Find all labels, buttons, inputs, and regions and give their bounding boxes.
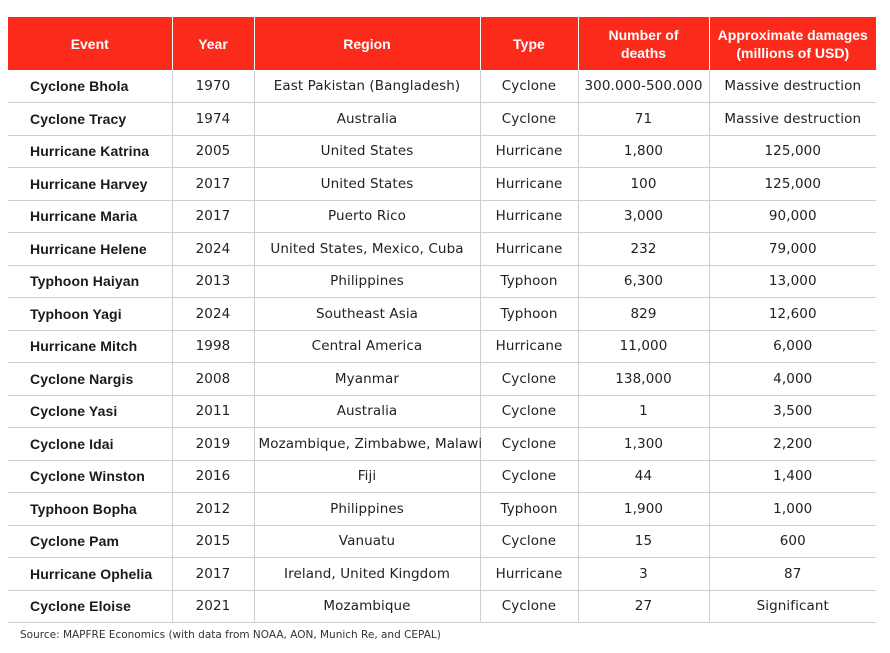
cell-event: Cyclone Bhola bbox=[8, 70, 172, 103]
cell-damages: 12,600 bbox=[709, 298, 876, 331]
cell-year: 2012 bbox=[172, 493, 254, 526]
cell-type: Cyclone bbox=[480, 428, 578, 461]
cell-event: Cyclone Idai bbox=[8, 428, 172, 461]
cell-event: Typhoon Bopha bbox=[8, 493, 172, 526]
table-row bbox=[8, 428, 876, 461]
cell-year: 2017 bbox=[172, 168, 254, 201]
cell-damages: Massive destruction bbox=[709, 70, 876, 103]
cell-region: East Pakistan (Bangladesh) bbox=[254, 70, 480, 103]
cell-type: Cyclone bbox=[480, 590, 578, 623]
cell-region: Philippines bbox=[254, 493, 480, 526]
cell-damages: 87 bbox=[709, 558, 876, 591]
cell-region: Mozambique bbox=[254, 590, 480, 623]
cell-event: Cyclone Yasi bbox=[8, 395, 172, 428]
table-row bbox=[8, 103, 876, 136]
cell-damages: 3,500 bbox=[709, 395, 876, 428]
cell-region: Australia bbox=[254, 103, 480, 136]
cell-damages: 1,400 bbox=[709, 460, 876, 493]
header-deaths-line1: Number of bbox=[608, 26, 679, 43]
cell-type: Hurricane bbox=[480, 558, 578, 591]
cell-damages: 600 bbox=[709, 525, 876, 558]
cell-event: Hurricane Katrina bbox=[8, 135, 172, 168]
cell-deaths: 6,300 bbox=[578, 265, 709, 298]
cell-event: Cyclone Eloise bbox=[8, 590, 172, 623]
cell-year: 1998 bbox=[172, 330, 254, 363]
cell-event: Hurricane Harvey bbox=[8, 168, 172, 201]
cell-deaths: 300.000-500.000 bbox=[578, 70, 709, 103]
cell-deaths: 27 bbox=[578, 590, 709, 623]
cell-damages: 6,000 bbox=[709, 330, 876, 363]
cell-deaths: 1,900 bbox=[578, 493, 709, 526]
header-type: Type bbox=[480, 17, 578, 70]
cell-event: Hurricane Mitch bbox=[8, 330, 172, 363]
cell-year: 2019 bbox=[172, 428, 254, 461]
cell-type: Typhoon bbox=[480, 298, 578, 331]
cell-year: 2017 bbox=[172, 558, 254, 591]
cell-damages: 125,000 bbox=[709, 135, 876, 168]
cell-type: Hurricane bbox=[480, 135, 578, 168]
header-damages-line2: (millions of USD) bbox=[736, 44, 850, 61]
cell-year: 2024 bbox=[172, 233, 254, 266]
cell-region: United States bbox=[254, 168, 480, 201]
table-row bbox=[8, 233, 876, 266]
cell-region: Ireland, United Kingdom bbox=[254, 558, 480, 591]
cell-deaths: 1 bbox=[578, 395, 709, 428]
cell-region: Vanuatu bbox=[254, 525, 480, 558]
cell-type: Hurricane bbox=[480, 233, 578, 266]
cell-type: Cyclone bbox=[480, 395, 578, 428]
cell-year: 2008 bbox=[172, 363, 254, 396]
cell-region: United States bbox=[254, 135, 480, 168]
cell-year: 2015 bbox=[172, 525, 254, 558]
table-row bbox=[8, 558, 876, 591]
table-row bbox=[8, 265, 876, 298]
cell-event: Cyclone Pam bbox=[8, 525, 172, 558]
cell-region: Central America bbox=[254, 330, 480, 363]
cell-damages: 2,200 bbox=[709, 428, 876, 461]
cell-deaths: 829 bbox=[578, 298, 709, 331]
cell-type: Typhoon bbox=[480, 265, 578, 298]
cell-year: 2024 bbox=[172, 298, 254, 331]
table-row bbox=[8, 493, 876, 526]
table-row bbox=[8, 135, 876, 168]
cell-deaths: 100 bbox=[578, 168, 709, 201]
header-damages-line1: Approximate damages bbox=[717, 26, 868, 43]
header-year: Year bbox=[172, 17, 254, 70]
header-deaths bbox=[578, 17, 709, 70]
cell-region: Australia bbox=[254, 395, 480, 428]
cell-type: Cyclone bbox=[480, 525, 578, 558]
cell-damages: 4,000 bbox=[709, 363, 876, 396]
storms-table bbox=[8, 17, 876, 623]
cell-region: United States, Mexico, Cuba bbox=[254, 233, 480, 266]
cell-year: 2017 bbox=[172, 200, 254, 233]
header-region: Region bbox=[254, 17, 480, 70]
cell-type: Hurricane bbox=[480, 168, 578, 201]
cell-deaths: 15 bbox=[578, 525, 709, 558]
cell-damages: 90,000 bbox=[709, 200, 876, 233]
cell-deaths: 11,000 bbox=[578, 330, 709, 363]
cell-type: Hurricane bbox=[480, 200, 578, 233]
cell-damages: Significant bbox=[709, 590, 876, 623]
cell-deaths: 44 bbox=[578, 460, 709, 493]
cell-deaths: 1,800 bbox=[578, 135, 709, 168]
cell-event: Typhoon Yagi bbox=[8, 298, 172, 331]
cell-deaths: 3 bbox=[578, 558, 709, 591]
cell-region: Mozambique, Zimbabwe, Malawi bbox=[254, 428, 480, 461]
cell-type: Hurricane bbox=[480, 330, 578, 363]
header-deaths-line2: deaths bbox=[620, 44, 667, 61]
cell-event: Cyclone Winston bbox=[8, 460, 172, 493]
cell-event: Typhoon Haiyan bbox=[8, 265, 172, 298]
cell-deaths: 138,000 bbox=[578, 363, 709, 396]
cell-type: Typhoon bbox=[480, 493, 578, 526]
cell-damages: 13,000 bbox=[709, 265, 876, 298]
table-row bbox=[8, 525, 876, 558]
cell-event: Hurricane Helene bbox=[8, 233, 172, 266]
cell-event: Cyclone Nargis bbox=[8, 363, 172, 396]
table-row bbox=[8, 70, 876, 103]
cell-region: Fiji bbox=[254, 460, 480, 493]
cell-deaths: 71 bbox=[578, 103, 709, 136]
table-row bbox=[8, 460, 876, 493]
source-note: Source: MAPFRE Economics (with data from NOAA, AON, Munich Re, and CEPAL) bbox=[20, 629, 441, 641]
table-header bbox=[8, 17, 876, 70]
cell-deaths: 232 bbox=[578, 233, 709, 266]
table-row bbox=[8, 298, 876, 331]
table-row bbox=[8, 363, 876, 396]
header-row bbox=[8, 17, 876, 70]
cell-region: Puerto Rico bbox=[254, 200, 480, 233]
table-row bbox=[8, 330, 876, 363]
cell-damages: 125,000 bbox=[709, 168, 876, 201]
cell-year: 2013 bbox=[172, 265, 254, 298]
cell-event: Cyclone Tracy bbox=[8, 103, 172, 136]
cell-type: Cyclone bbox=[480, 103, 578, 136]
cell-type: Cyclone bbox=[480, 460, 578, 493]
cell-year: 2005 bbox=[172, 135, 254, 168]
header-damages bbox=[709, 17, 876, 70]
cell-year: 2011 bbox=[172, 395, 254, 428]
cell-event: Hurricane Maria bbox=[8, 200, 172, 233]
cell-region: Myanmar bbox=[254, 363, 480, 396]
cell-year: 1970 bbox=[172, 70, 254, 103]
cell-year: 2016 bbox=[172, 460, 254, 493]
table-row bbox=[8, 200, 876, 233]
cell-year: 2021 bbox=[172, 590, 254, 623]
cell-damages: 1,000 bbox=[709, 493, 876, 526]
table-row bbox=[8, 395, 876, 428]
cell-event: Hurricane Ophelia bbox=[8, 558, 172, 591]
cell-damages: 79,000 bbox=[709, 233, 876, 266]
cell-deaths: 1,300 bbox=[578, 428, 709, 461]
cell-region: Southeast Asia bbox=[254, 298, 480, 331]
cell-type: Cyclone bbox=[480, 70, 578, 103]
cell-damages: Massive destruction bbox=[709, 103, 876, 136]
cell-type: Cyclone bbox=[480, 363, 578, 396]
cell-region: Philippines bbox=[254, 265, 480, 298]
table-row bbox=[8, 590, 876, 623]
cell-year: 1974 bbox=[172, 103, 254, 136]
table-body bbox=[8, 70, 876, 623]
table-row bbox=[8, 168, 876, 201]
cell-deaths: 3,000 bbox=[578, 200, 709, 233]
header-event: Event bbox=[8, 17, 172, 70]
